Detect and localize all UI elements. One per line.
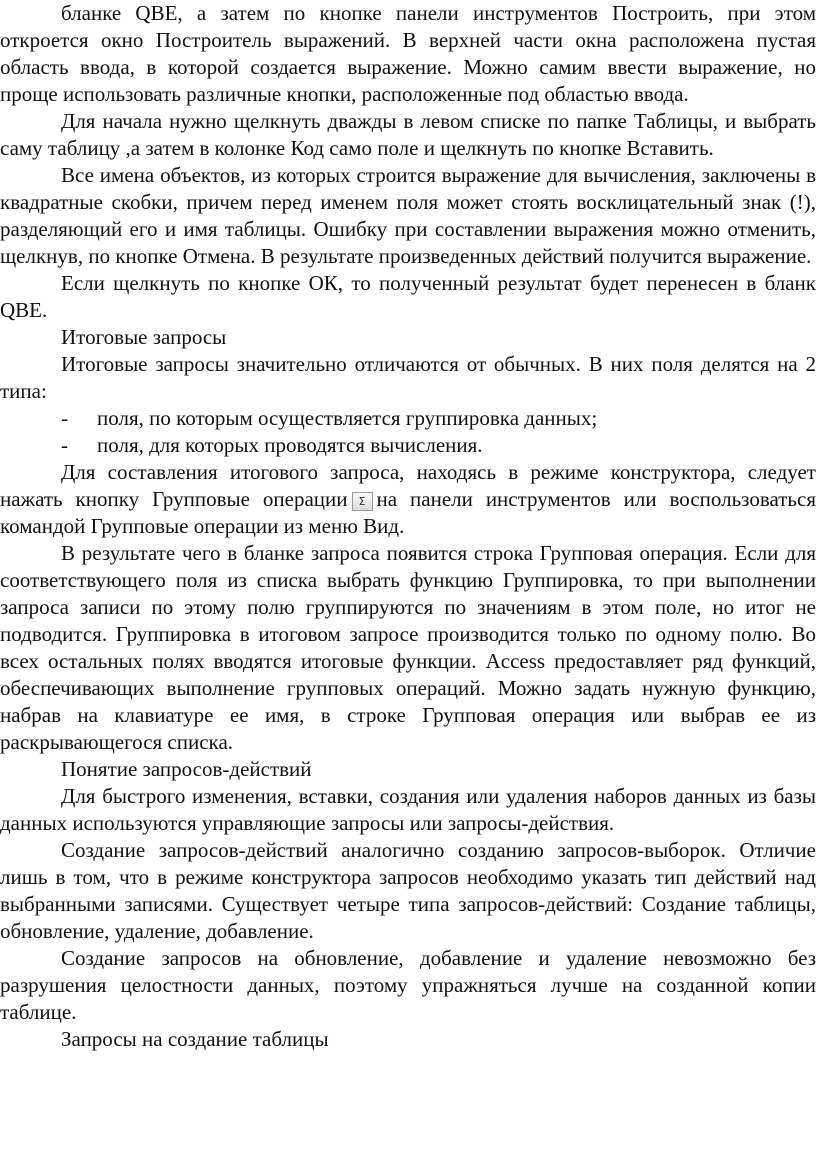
paragraph-text-after-icon: на панели инструментов или воспользоваться командой Групповые операции из меню Вид.	[0, 487, 816, 538]
paragraph-group-operations	[0, 459, 816, 540]
list-marker: -	[61, 406, 68, 430]
paragraph-group-row: В результате чего в бланке запроса появится строка Групповая операция. Если для соответствующего поля из списка выбрать функцию Группировка, то при выполнении запроса записи по этому полю группируются по значениям в этом поле, но итог не подводится. Группировка в итоговом запросе производится только по одному полю. Во всех остальных полях вводятся итоговые функции. Access предоставляет ряд функций, обеспечивающих выполнение групповых операций. Можно задать нужную функцию, набрав на клавиатуре ее имя, в строке Групповая операция или выбрав ее из раскрывающегося списка.	[0, 541, 816, 754]
paragraph-ok-button: Если щелкнуть по кнопке ОК, то полученный результат будет перенесен в бланк QBE.	[0, 271, 816, 322]
heading-summary-queries: Итоговые запросы	[61, 325, 227, 349]
heading-make-table-queries: Запросы на создание таблицы	[61, 1027, 329, 1051]
paragraph-action-queries-types: Создание запросов-действий аналогично созданию запросов-выборок. Отличие лишь в том, что в режиме конструктора запросов необходимо указать тип действий над выбранными записями. Существует четыре типа запросов-действий: Создание таблицы, обновление, удаление, добавление.	[0, 838, 816, 943]
paragraph-summary-intro: Итоговые запросы значительно отличаются от обычных. В них поля делятся на 2 типа:	[0, 352, 816, 403]
list-item-text: поля, для которых проводятся вычисления.	[97, 433, 483, 457]
list-marker: -	[61, 433, 68, 457]
paragraph-integrity-warning: Создание запросов на обновление, добавление и удаление невозможно без разрушения целостности данных, поэтому упражняться лучше на созданной копии таблице.	[0, 946, 816, 1024]
list-item	[0, 405, 816, 432]
paragraph-text-before-icon: Для составления итогового запроса, находясь в режиме конструктора, следует нажать кнопку Групповые операции	[0, 460, 816, 511]
paragraph-insert-field: Для начала нужно щелкнуть дважды в левом списке по папке Таблицы, и выбрать саму таблицу ,а затем в колонке Код само поле и щелкнуть по кнопке Вставить.	[0, 109, 816, 160]
group-operations-sigma-icon: Σ	[352, 492, 373, 511]
paragraph-expression-builder: бланке QBE, а затем по кнопке панели инструментов Построить, при этом откроется окно Построитель выражений. В верхней части окна расположена пустая область ввода, в которой создается выражение. Можно самим ввести выражение, но проще использовать различные кнопки, расположенные под областью ввода.	[0, 1, 816, 106]
paragraph-action-queries-intro: Для быстрого изменения, вставки, создания или удаления наборов данных из базы данных используются управляющие запросы или запросы-действия.	[0, 784, 816, 835]
heading-action-queries: Понятие запросов-действий	[61, 757, 312, 781]
list-item	[0, 432, 816, 459]
paragraph-object-names: Все имена объектов, из которых строится выражение для вычисления, заключены в квадратные скобки, причем перед именем поля может стоять восклицательный знак (!), разделяющий его и имя таблицы. Ошибку при составлении выражения можно отменить, щелкнув, по кнопке Отмена. В результате произведенных действий получится выражение.	[0, 163, 816, 268]
list-item-text: поля, по которым осуществляется группировка данных;	[97, 406, 598, 430]
